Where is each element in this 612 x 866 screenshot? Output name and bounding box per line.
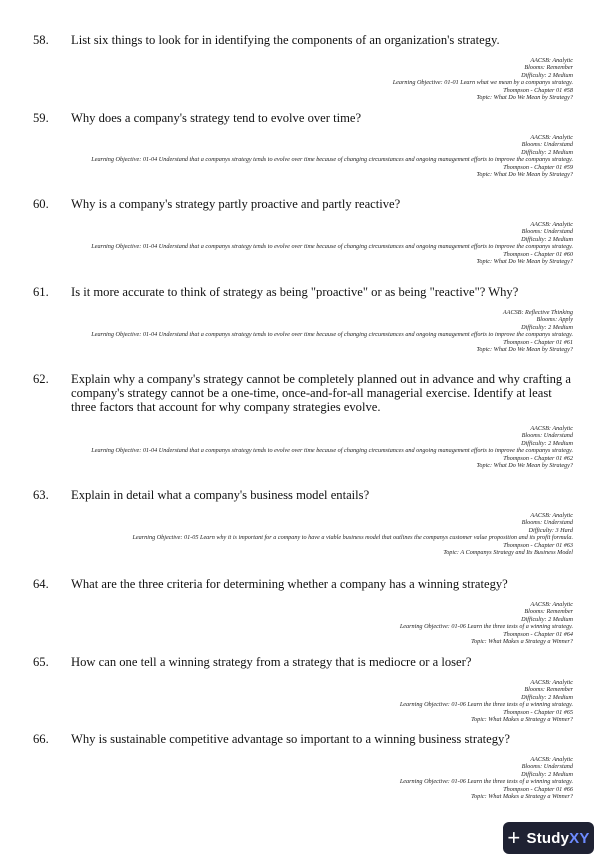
meta-chapter: Thompson - Chapter 01 #61 <box>503 338 573 346</box>
question-64 <box>33 577 573 646</box>
meta-aacsb: AACSB: Analytic <box>530 134 573 141</box>
question-metadata <box>33 57 573 101</box>
meta-blooms: Blooms: Understand <box>521 141 573 149</box>
meta-chapter: Thompson - Chapter 01 #66 <box>503 785 573 793</box>
meta-aacsb: AACSB: Analytic <box>530 425 573 432</box>
meta-topic: Topic: What Do We Mean by Strategy? <box>476 462 573 470</box>
meta-blooms: Blooms: Understand <box>521 763 573 771</box>
question-metadata <box>33 512 573 556</box>
meta-learning-objective: Learning Objective: 01-06 Learn the three tests of a winning strategy. <box>399 623 573 631</box>
question-number: 61. <box>33 285 49 299</box>
question-metadata <box>33 309 573 353</box>
meta-aacsb: AACSB: Reflective Thinking <box>502 309 573 316</box>
question-text: List six things to look for in identifying the components of an organization's strategy. <box>71 33 500 47</box>
meta-difficulty: Difficulty: 2 Medium <box>521 323 573 331</box>
question-text: Explain in detail what a company's business model entails? <box>71 488 370 502</box>
meta-blooms: Blooms: Understand <box>521 432 573 440</box>
question-text: Why is a company's strategy partly proactive and partly reactive? <box>71 197 401 211</box>
meta-difficulty: Difficulty: 2 Medium <box>521 439 573 447</box>
meta-difficulty: Difficulty: 2 Medium <box>521 71 573 79</box>
studyxy-badge[interactable] <box>503 822 594 854</box>
meta-topic: Topic: What Makes a Strategy a Winner? <box>471 638 573 646</box>
question-number: 64. <box>33 577 49 591</box>
meta-aacsb: AACSB: Analytic <box>530 57 573 64</box>
question-text: How can one tell a winning strategy from a strategy that is mediocre or a loser? <box>71 655 472 669</box>
badge-xy-text: XY <box>569 829 590 847</box>
meta-chapter: Thompson - Chapter 01 #64 <box>503 630 573 638</box>
question-text: Is it more accurate to think of strategy as being "proactive" or as being "reactive"? Why? <box>71 285 519 299</box>
meta-chapter: Thompson - Chapter 01 #59 <box>503 163 573 171</box>
question-61 <box>33 285 573 354</box>
meta-difficulty: Difficulty: 2 Medium <box>521 148 573 156</box>
question-number: 63. <box>33 488 49 502</box>
meta-learning-objective: Learning Objective: 01-06 Learn the three tests of a winning strategy. <box>399 701 573 709</box>
meta-learning-objective: Learning Objective: 01-04 Understand that a companys strategy tends to evolve over time because of changing circumstances and ongoing management efforts to improve the companys strategy. <box>91 156 573 164</box>
question-number: 59. <box>33 111 49 125</box>
meta-difficulty: Difficulty: 2 Medium <box>521 615 573 623</box>
question-metadata <box>33 221 573 265</box>
question-metadata <box>33 756 573 800</box>
question-number: 60. <box>33 197 49 211</box>
meta-topic: Topic: What Do We Mean by Strategy? <box>476 171 573 179</box>
meta-learning-objective: Learning Objective: 01-01 Learn what we mean by a companys strategy. <box>392 79 573 87</box>
plus-icon: + <box>507 825 521 850</box>
question-number: 66. <box>33 732 49 746</box>
meta-chapter: Thompson - Chapter 01 #62 <box>503 454 573 462</box>
meta-topic: Topic: What Makes a Strategy a Winner? <box>471 793 573 801</box>
question-62 <box>33 372 573 470</box>
question-text: Explain why a company's strategy cannot be completely planned out in advance and why crafting a company's strategy cannot be a one-time, once-and-for-all managerial exercise. Identify at least three factors that account for why company strategies evolve. <box>71 372 571 414</box>
meta-topic: Topic: What Do We Mean by Strategy? <box>476 258 573 266</box>
question-66 <box>33 732 573 801</box>
meta-learning-objective: Learning Objective: 01-04 Understand that a companys strategy tends to evolve over time because of changing circumstances and ongoing management efforts to improve the companys strategy. <box>91 331 573 339</box>
meta-difficulty: Difficulty: 2 Medium <box>521 235 573 243</box>
meta-blooms: Blooms: Apply <box>536 316 573 324</box>
meta-blooms: Blooms: Remember <box>524 64 573 72</box>
meta-chapter: Thompson - Chapter 01 #65 <box>503 708 573 716</box>
meta-aacsb: AACSB: Analytic <box>530 756 573 763</box>
meta-learning-objective: Learning Objective: 01-06 Learn the three tests of a winning strategy. <box>399 778 573 786</box>
question-59 <box>33 111 573 179</box>
question-number: 62. <box>33 372 49 386</box>
question-text: What are the three criteria for determining whether a company has a winning strategy? <box>71 577 508 591</box>
question-number: 58. <box>33 33 49 47</box>
question-metadata <box>33 601 573 645</box>
meta-learning-objective: Learning Objective: 01-04 Understand that a companys strategy tends to evolve over time because of changing circumstances and ongoing management efforts to improve the companys strategy. <box>91 243 573 251</box>
meta-topic: Topic: What Do We Mean by Strategy? <box>476 346 573 354</box>
meta-chapter: Thompson - Chapter 01 #58 <box>503 86 573 94</box>
meta-chapter: Thompson - Chapter 01 #63 <box>503 541 573 549</box>
meta-blooms: Blooms: Remember <box>524 608 573 616</box>
question-number: 65. <box>33 655 49 669</box>
meta-blooms: Blooms: Remember <box>524 686 573 694</box>
meta-blooms: Blooms: Understand <box>521 228 573 236</box>
question-metadata <box>33 679 573 723</box>
meta-topic: Topic: What Makes a Strategy a Winner? <box>471 716 573 724</box>
question-60 <box>33 197 573 266</box>
question-58 <box>33 33 573 102</box>
meta-aacsb: AACSB: Analytic <box>530 679 573 686</box>
meta-learning-objective: Learning Objective: 01-05 Learn why it is important for a company to have a viable business model that outlines the companys customer value proposition and its profit formula. <box>132 534 573 542</box>
meta-topic: Topic: A Companys Strategy and Its Business Model <box>443 549 573 557</box>
question-65 <box>33 655 573 724</box>
meta-aacsb: AACSB: Analytic <box>530 221 573 228</box>
meta-blooms: Blooms: Understand <box>521 519 573 527</box>
meta-difficulty: Difficulty: 2 Medium <box>521 770 573 778</box>
meta-difficulty: Difficulty: 3 Hard <box>528 526 573 534</box>
question-63 <box>33 488 573 557</box>
badge-study-text: Study <box>526 829 570 847</box>
meta-aacsb: AACSB: Analytic <box>530 512 573 519</box>
question-metadata <box>33 425 573 469</box>
question-metadata <box>33 134 573 178</box>
meta-learning-objective: Learning Objective: 01-04 Understand that a companys strategy tends to evolve over time because of changing circumstances and ongoing management efforts to improve the companys strategy. <box>91 447 573 455</box>
meta-topic: Topic: What Do We Mean by Strategy? <box>476 94 573 102</box>
question-text: Why is sustainable competitive advantage so important to a winning business strategy? <box>71 732 510 746</box>
question-text: Why does a company's strategy tend to evolve over time? <box>71 111 362 125</box>
meta-difficulty: Difficulty: 2 Medium <box>521 693 573 701</box>
meta-aacsb: AACSB: Analytic <box>530 601 573 608</box>
meta-chapter: Thompson - Chapter 01 #60 <box>503 250 573 258</box>
